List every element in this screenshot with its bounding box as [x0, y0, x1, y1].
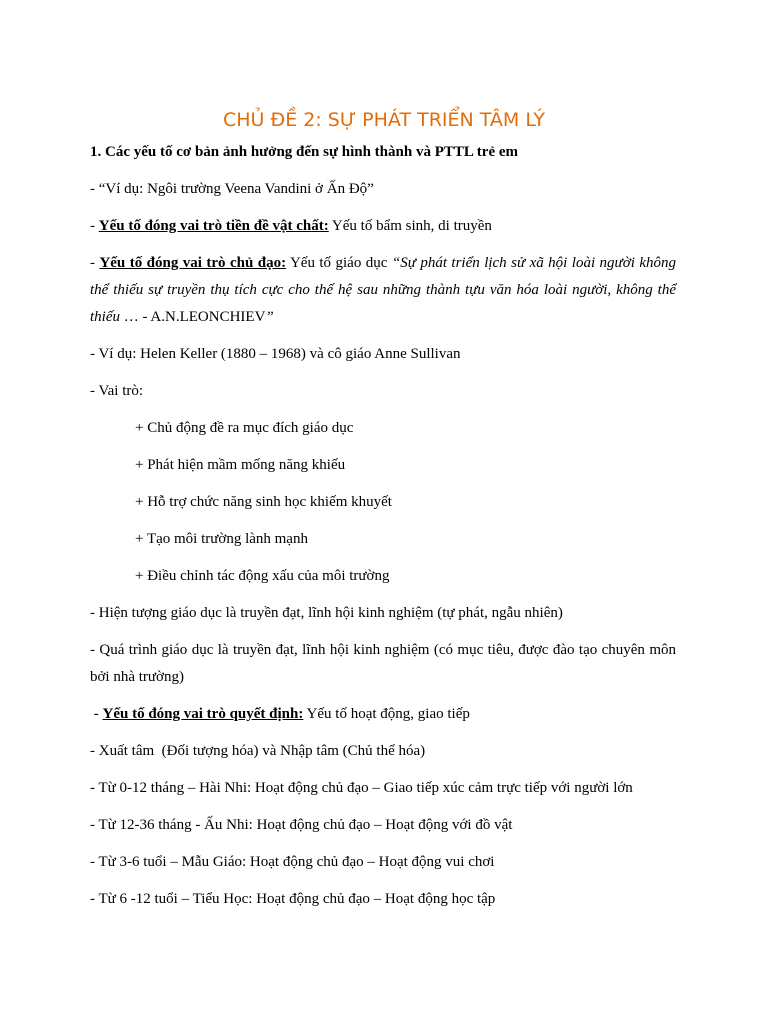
document-body [90, 139, 676, 923]
role-item: + Hỗ trợ chức năng sinh học khiếm khuyết [135, 494, 392, 510]
internalization-paragraph: - Xuất tâm (Đối tượng hóa) và Nhập tâm (Chủ thể hóa) [90, 743, 426, 759]
education-phenomenon-paragraph: - Hiện tượng giáo dục là truyền đạt, lĩnh hội kinh nghiệm (tự phát, ngẫu nhiên) [90, 605, 563, 621]
factor-material-paragraph [90, 213, 676, 240]
education-process-paragraph: - Quá trình giáo dục là truyền đạt, lĩnh hội kinh nghiệm (có mục tiêu, được đào tạo chuyên môn bởi nhà trường) [90, 642, 676, 685]
example-school-paragraph: - “Ví dụ: Ngôi trường Veena Vandini ở Ấn Độ” [90, 181, 374, 197]
quote-close-mark: ” [265, 309, 274, 325]
factor-leading-paragraph [90, 250, 676, 331]
factor-decisive-prefix: - [90, 706, 103, 722]
factor-material-text: Yếu tố bẩm sinh, di truyền [328, 218, 492, 234]
factor-leading-label: Yếu tố đóng vai trò chủ đạo: [99, 255, 287, 271]
factor-material-label: Yếu tố đóng vai trò tiền đề vật chất: [98, 218, 329, 234]
factor-decisive-label: Yếu tố đóng vai trò quyết định: [102, 706, 304, 722]
factor-material-prefix: - [90, 218, 99, 234]
role-item: + Chủ động đề ra mục đích giáo dục [135, 420, 354, 436]
stage-item: - Từ 0-12 tháng – Hài Nhi: Hoạt động chủ đạo – Giao tiếp xúc cảm trực tiếp với người lớn [90, 780, 633, 796]
section-heading: 1. Các yếu tố cơ bản ảnh hưởng đến sự hình thành và PTTL trẻ em [90, 144, 519, 160]
page-title: CHỦ ĐỀ 2: SỰ PHÁT TRIỂN TÂM LÝ [222, 109, 545, 131]
roles-label: - Vai trò: [90, 383, 144, 399]
factor-leading-text: Yếu tố giáo dục [286, 255, 392, 271]
quote-attribution: … - A.N.LEONCHIEV [120, 309, 266, 325]
stage-item: - Từ 12-36 tháng - Ấu Nhi: Hoạt động chủ đạo – Hoạt động với đồ vật [90, 817, 513, 833]
factor-decisive-text: Yếu tố hoạt động, giao tiếp [303, 706, 470, 722]
stage-item: - Từ 6 -12 tuổi – Tiểu Học: Hoạt động chủ đạo – Hoạt động học tập [90, 891, 496, 907]
example-keller-paragraph: - Ví dụ: Helen Keller (1880 – 1968) và cô giáo Anne Sullivan [90, 346, 461, 362]
role-item: + Phát hiện mầm mống năng khiếu [135, 457, 346, 473]
role-item: + Điều chỉnh tác động xấu của môi trường [135, 568, 390, 584]
factor-leading-prefix: - [90, 255, 100, 271]
factor-decisive-paragraph [90, 701, 676, 728]
role-item: + Tạo môi trường lành mạnh [135, 531, 308, 547]
stage-item: - Từ 3-6 tuổi – Mẫu Giáo: Hoạt động chủ đạo – Hoạt động vui chơi [90, 854, 495, 870]
leonchiev-quote: “Sự phát triển lịch sử xã hội loài người không thể thiếu sự truyền thụ tích cực cho thế hệ sau những thành tựu văn hóa loài người, không thể thiếu [90, 255, 676, 325]
